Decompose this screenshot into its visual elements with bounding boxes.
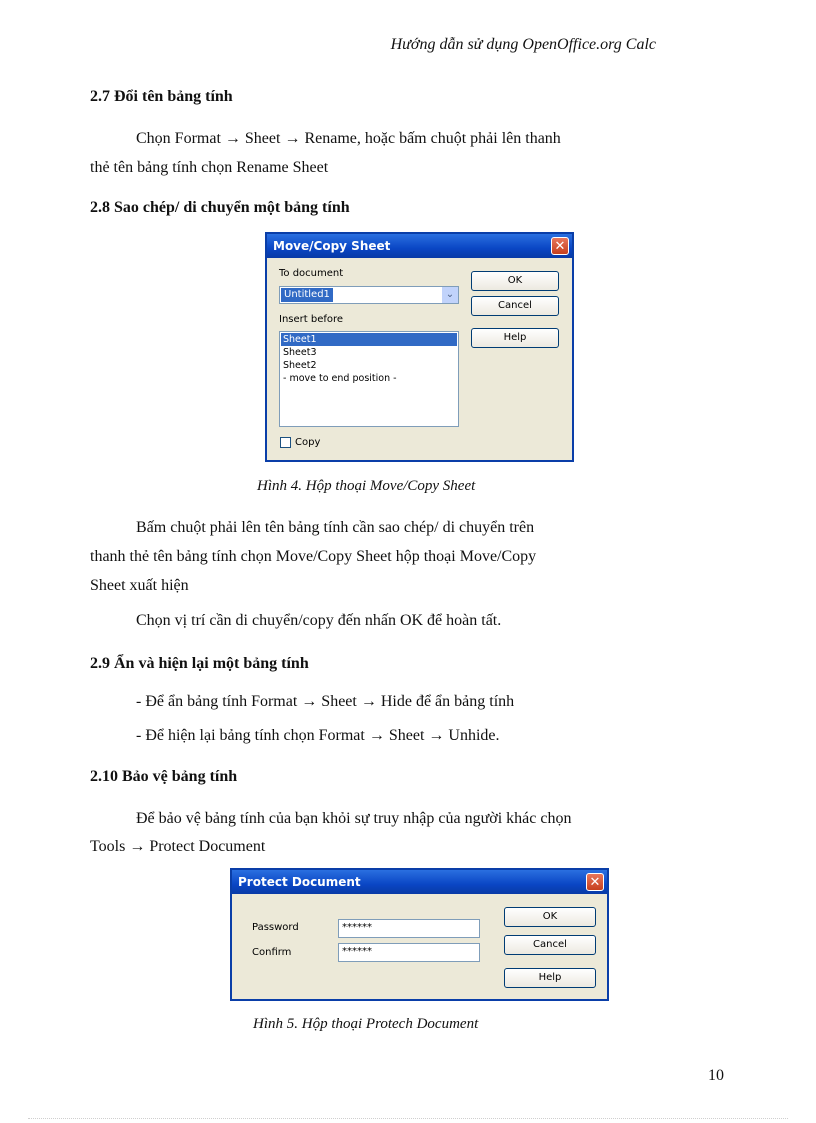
move-copy-sheet-dialog xyxy=(265,232,574,462)
page-number: 10 xyxy=(708,1067,724,1084)
heading-2-8: 2.8 Sao chép/ di chuyển một bảng tính xyxy=(90,199,350,216)
chevron-down-icon[interactable]: ⌄ xyxy=(442,287,458,303)
dialog-titlebar xyxy=(267,234,572,258)
to-document-label: To document xyxy=(279,268,344,279)
heading-2-9: 2.9 Ẩn và hiện lại một bảng tính xyxy=(90,655,309,672)
running-header: Hướng dẫn sử dụng OpenOffice.org Calc xyxy=(390,36,656,53)
ok-button[interactable]: OK xyxy=(504,907,596,927)
insert-before-label: Insert before xyxy=(279,314,344,325)
close-icon[interactable]: ✕ xyxy=(551,237,569,255)
para-2-10-line1: Để bảo vệ bảng tính của bạn khỏi sự truy nhập của người khác chọn xyxy=(136,810,572,827)
copy-checkbox[interactable] xyxy=(280,437,291,448)
para-2-8-line2: thanh thẻ tên bảng tính chọn Move/Copy Sheet hộp thoại Move/Copy xyxy=(90,548,537,565)
dialog-title: Protect Document xyxy=(238,875,361,889)
bottom-divider xyxy=(28,1118,788,1119)
to-document-value: Untitled1 xyxy=(281,288,333,302)
bullet-hide: - Để ẩn bảng tính Format → Sheet → Hide để ẩn bảng tính xyxy=(136,693,515,710)
bullet-unhide: - Để hiện lại bảng tính chọn Format → Sheet → Unhide. xyxy=(136,727,500,744)
copy-label: Copy xyxy=(295,437,321,448)
help-button[interactable]: Help xyxy=(504,968,596,988)
list-item[interactable]: Sheet2 xyxy=(283,360,317,371)
para-2-8-line3: Sheet xuất hiện xyxy=(90,577,189,594)
to-document-select[interactable] xyxy=(279,286,459,304)
para-2-8-line1: Bấm chuột phải lên tên bảng tính cần sao chép/ di chuyển trên xyxy=(136,519,535,536)
help-button[interactable]: Help xyxy=(471,328,559,348)
figure-5-caption: Hình 5. Hộp thoại Protech Document xyxy=(253,1016,479,1032)
dialog-title: Move/Copy Sheet xyxy=(273,239,391,253)
protect-document-dialog xyxy=(230,868,609,1001)
heading-2-10: 2.10 Bảo vệ bảng tính xyxy=(90,768,238,785)
insert-before-list[interactable] xyxy=(279,331,459,427)
password-field[interactable]: ****** xyxy=(338,919,480,938)
confirm-label: Confirm xyxy=(252,947,292,958)
cancel-button[interactable]: Cancel xyxy=(471,296,559,316)
list-item[interactable]: - move to end position - xyxy=(283,373,397,384)
heading-2-7: 2.7 Đổi tên bảng tính xyxy=(90,88,233,105)
dialog-titlebar xyxy=(232,870,607,894)
password-label: Password xyxy=(252,922,299,933)
para-2-7-line1: Chọn Format → Sheet → Rename, hoặc bấm chuột phải lên thanh xyxy=(136,130,561,147)
para-2-10-line2: Tools → Protect Document xyxy=(90,838,266,855)
confirm-field[interactable]: ****** xyxy=(338,943,480,962)
list-item[interactable]: Sheet3 xyxy=(283,347,317,358)
close-icon[interactable]: ✕ xyxy=(586,873,604,891)
para-2-8-line4: Chọn vị trí cần di chuyển/copy đến nhấn OK để hoàn tất. xyxy=(136,612,502,629)
list-item[interactable]: Sheet1 xyxy=(281,333,457,346)
ok-button[interactable]: OK xyxy=(471,271,559,291)
figure-4-caption: Hình 4. Hộp thoại Move/Copy Sheet xyxy=(257,478,476,494)
cancel-button[interactable]: Cancel xyxy=(504,935,596,955)
para-2-7-line2: thẻ tên bảng tính chọn Rename Sheet xyxy=(90,159,329,176)
